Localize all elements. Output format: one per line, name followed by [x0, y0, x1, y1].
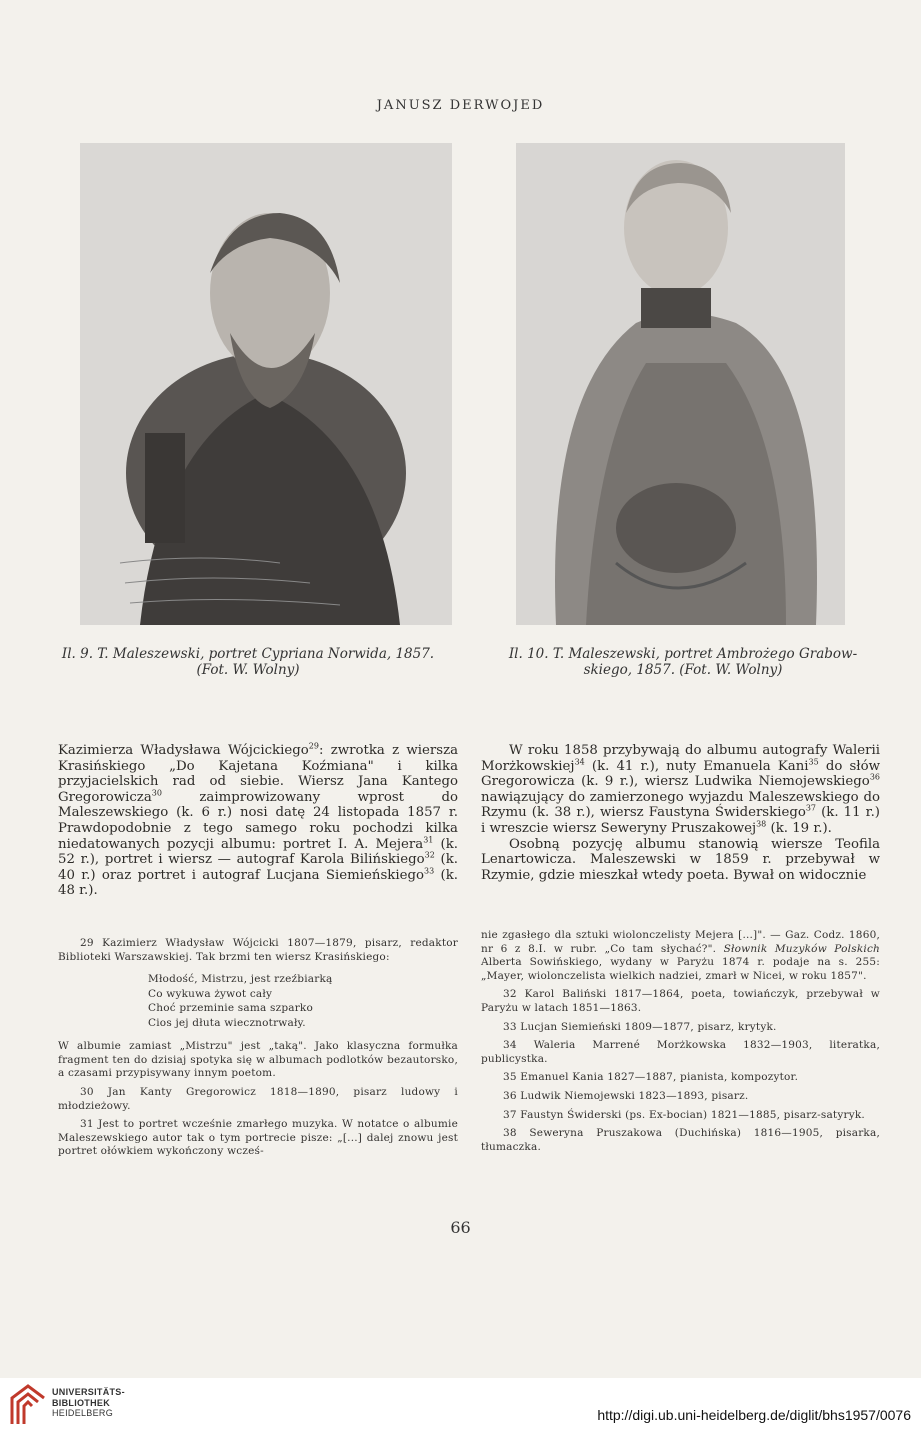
- body-text: (k. 11 r.) i wreszcie wiersz Seweryny Pruszakowej: [481, 805, 880, 836]
- body-column-right: [481, 743, 880, 883]
- footnote-title: Słownik Muzyków Polskich: [723, 942, 880, 955]
- body-column-left: [58, 743, 458, 899]
- body-text: (k. 52 r.), portret i wiersz — autograf Karola Bilińskiego: [58, 836, 458, 868]
- footnote-36: 36 Ludwik Niemojewski 1823—1893, pisarz.: [503, 1089, 749, 1102]
- figure-9-caption-line1: Il. 9. T. Maleszewski, portret Cypriana Norwida, 1857.: [61, 646, 435, 662]
- footnote-29: 29 Kazimierz Władysław Wójcicki 1807—1879, pisarz, redaktor Biblioteki Warszawskiej. Tak brzmi ten wiersz Krasińskiego:: [58, 937, 458, 963]
- body-text: W roku 1858 przybywają do albumu autografy Walerii Morżkowskiej: [481, 743, 880, 774]
- footnotes-right: [481, 929, 880, 1159]
- body-text: (k. 40 r.) oraz portret i autograf Lucjana Siemieńskiego: [58, 852, 458, 883]
- figure-9-caption: [32, 646, 464, 678]
- logo-line: HEIDELBERG: [52, 1408, 114, 1418]
- footnote-35: 35 Emanuel Kania 1827—1887, pianista, kompozytor.: [503, 1071, 799, 1084]
- footnote-ref: 33: [423, 866, 435, 876]
- poem-line: Cios jej dłuta wiecznotrwały.: [148, 1016, 306, 1029]
- figure-10-caption-line1: Il. 10. T. Maleszewski, portret Ambrożego Grabow-: [508, 646, 858, 662]
- body-text: Kazimierza Władysława Wójcickiego: [58, 743, 309, 758]
- footnote-32: 32 Karol Baliński 1817—1864, poeta, towiańczyk, przebywał w Paryżu w latach 1851—1863.: [481, 988, 880, 1014]
- figure-10-caption-line2: skiego, 1857. (Fot. W. Wolny): [583, 662, 783, 678]
- body-paragraph: [58, 743, 458, 899]
- footnote-ref: 38: [756, 819, 767, 829]
- footnote-31-continued: [481, 929, 880, 983]
- footnote-31: 31 Jest to portret wcześnie zmarłego muzyka. W notatce o albumie Maleszewskiego autor tak o tym portrecie pisze: „[...] dalej znowu jest portret ołówkiem wykończony wcześ-: [58, 1118, 458, 1158]
- portrait-norwid-image: [80, 143, 452, 625]
- footnote-text: nie zgasłego dla sztuki wiolonczelisty Mejera [...]". — Gaz. Codz. 1860, nr 6 z 8.I. w rubr. „Co tam słychać?".: [481, 929, 880, 955]
- footnote-ref: 31: [423, 835, 434, 845]
- body-text: nawiązujący do zamierzonego wyjazdu Maleszewskiego do Rzymu (k. 38 r.), wiersz Faustyna Świderskiego: [481, 789, 880, 821]
- footnote-text: Alberta Sowińskiego, wydany w Paryżu 1874 r. podaje na s. 255: „Mayer, wiolonczelista wielkich nadziei, zmarł w Nicei, w roku 1857".: [481, 956, 880, 982]
- footnote-ref: 36: [869, 772, 880, 782]
- body-text: (k. 41 r.), nuty Emanuela Kani: [584, 758, 809, 774]
- running-head: JANUSZ DERWOJED: [376, 98, 545, 113]
- footnote-33: 33 Lucjan Siemieński 1809—1877, pisarz, krytyk.: [503, 1020, 777, 1033]
- poem-quote: [148, 972, 458, 1030]
- poem-line: Młodość, Mistrzu, jest rzeźbiarką: [148, 973, 333, 986]
- body-paragraph: Osobną pozycję albumu stanowią wiersze Teofila Lenartowicza. Maleszewski w 1859 r. przebywał w Rzymie, gdzie mieszkał wtedy poeta. Bywał on widocznie: [481, 836, 880, 883]
- body-text: (k. 19 r.).: [766, 820, 832, 836]
- footnote-34: 34 Waleria Marrené Morżkowska 1832—1903, literatka, publicystka.: [481, 1039, 880, 1065]
- logo-line: UNIVERSITÄTS-: [52, 1387, 125, 1397]
- footnote-ref: 32: [424, 850, 435, 860]
- library-logo-icon: [10, 1384, 46, 1426]
- footnotes-left: [58, 937, 458, 1164]
- footnote-ref: 34: [574, 757, 585, 767]
- figure-9-caption-line2: (Fot. W. Wolny): [196, 662, 300, 678]
- footnote-ref: 30: [151, 788, 162, 798]
- body-text: zaimprowizowany wprost do Maleszewskiego (k. 6 r.) nosi datę 24 listopada 1857 r. Prawdopodobnie z tego samego roku pochodzi kilka niedatowanych pozycji albumu: portret I. A. Mejera: [58, 789, 458, 852]
- body-paragraph: [481, 743, 880, 837]
- figure-10-caption: [478, 646, 888, 678]
- body-text: do słów Gregorowicza (k. 9 r.), wiersz Ludwika Niemojewskiego: [481, 758, 880, 790]
- footnote-38: 38 Seweryna Pruszakowa (Duchińska) 1816—1905, pisarka, tłumaczka.: [481, 1127, 880, 1153]
- footnote-ref: 29: [308, 741, 319, 751]
- logo-line: BIBLIOTHEK: [52, 1397, 110, 1408]
- portrait-grabowski-image: [516, 143, 845, 625]
- footnote-ref: 35: [808, 757, 819, 767]
- library-logo-text: [52, 1387, 125, 1419]
- page-number: 66: [450, 1218, 471, 1237]
- permalink-url[interactable]: http://digi.ub.uni-heidelberg.de/diglit/bhs1957/0076: [597, 1407, 911, 1423]
- poem-line: Choć przeminie sama szparko: [148, 1002, 314, 1015]
- footnote-ref: 37: [805, 803, 817, 813]
- footnote-30: 30 Jan Kanty Gregorowicz 1818—1890, pisarz ludowy i młodzieżowy.: [58, 1085, 458, 1112]
- poem-line: Co wykuwa żywot cały: [148, 987, 273, 1000]
- body-text: : zwrotka z wiersza Krasińskiego „Do Kajetana Koźmiana" i kilka przyjacielskich rad od siebie. Wiersz Jana Kantego Gregorowicza: [58, 743, 458, 805]
- footnote-37: 37 Faustyn Świderski (ps. Ex-bocian) 1821—1885, pisarz-satyryk.: [503, 1108, 865, 1121]
- footnote-29-continued: W albumie zamiast „Mistrzu" jest „taką". Jako klasyczna formułka fragment ten do dzisiaj spotyka się w albumach podlotków bezautorsko, a czasami przypisywany innym poetom.: [58, 1040, 458, 1080]
- body-text: (k. 48 r.).: [58, 867, 458, 899]
